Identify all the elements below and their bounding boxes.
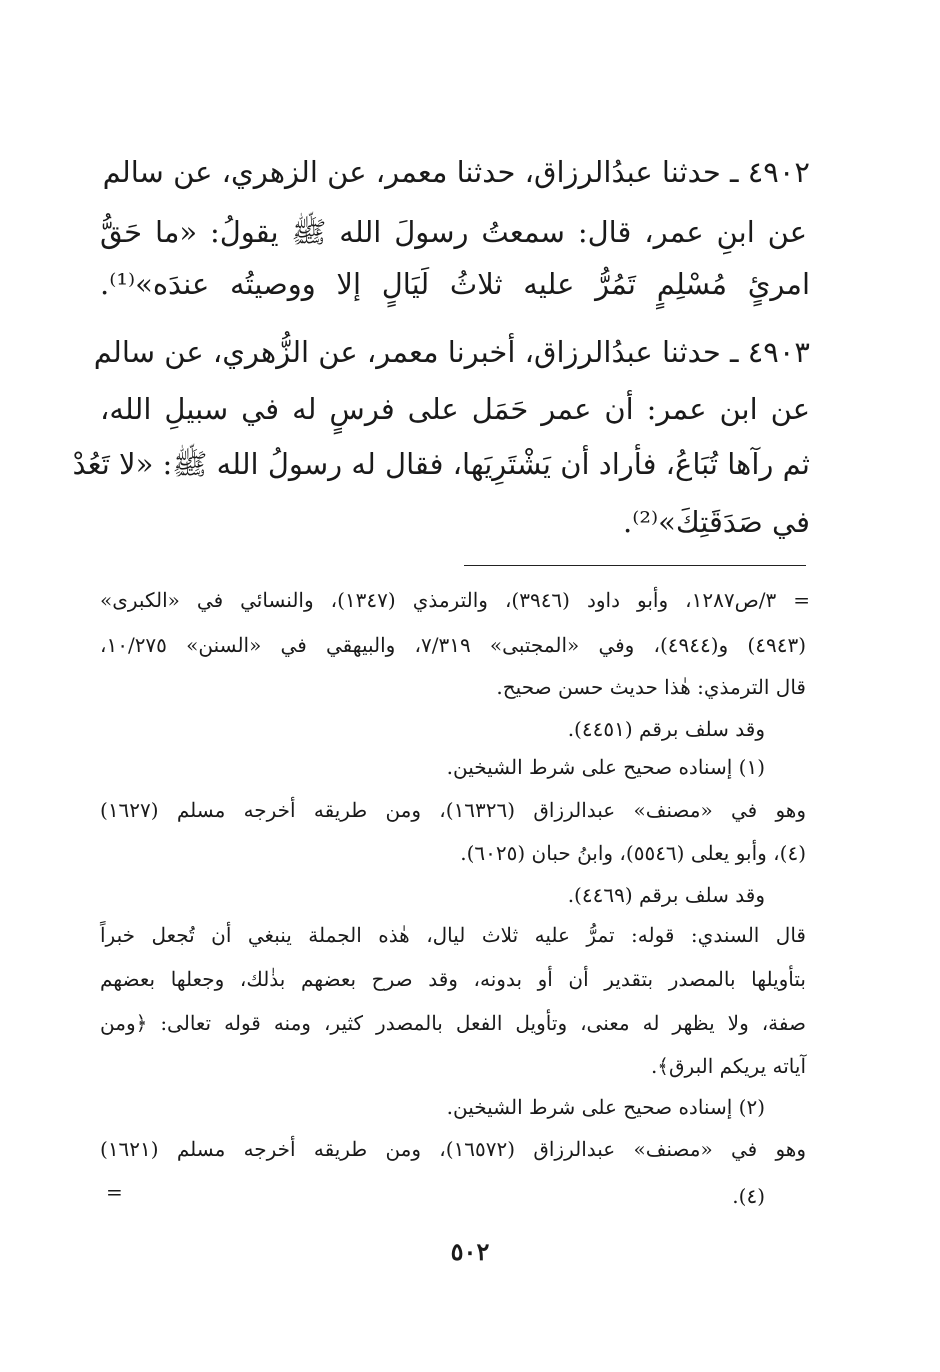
footnote-line: (١) إسناده صحيح على شرط الشيخين. <box>446 755 765 779</box>
footnote-line: = ٣/ص١٢٨٧، وأبو داود (٣٩٤٦)، والترمذي (١٣٤٧)، والنسائي في «الكبرى» <box>100 588 810 612</box>
main-text-line: ٤٩٠٢ ـ حدثنا عبدُالرزاق، حدثنا معمر، عن الزهري، عن سالم <box>102 155 810 189</box>
main-text-line: ثم رآها تُبَاعُ، فأراد أن يَشْتَرِيَها، فقال له رسولُ الله ﷺ: «لا تَعُدْ <box>72 447 810 481</box>
footnote-line: (٤). <box>732 1184 765 1208</box>
page-number: ٥٠٢ <box>450 1237 490 1266</box>
footnote-line: وهو في «مصنف» عبدالرزاق (١٦٣٢٦)، ومن طريقه أخرجه مسلم (١٦٢٧) <box>100 798 806 822</box>
footnote-separator <box>464 565 806 566</box>
main-text-line: في صَدَقَتِكَ»⁽²⁾. <box>622 505 810 539</box>
footnote-line: (٢) إسناده صحيح على شرط الشيخين. <box>446 1095 765 1119</box>
continuation-mark: = <box>106 1180 123 1204</box>
footnote-line: وقد سلف برقم (٤٤٦٩). <box>567 883 765 907</box>
footnote-line: (٤)، وأبو يعلى (٥٥٤٦)، وابنُ حبان (٦٠٢٥). <box>460 841 806 865</box>
footnote-line: (٤٩٤٣) و(٤٩٤٤)، وفي «المجتبى» ٧/٣١٩، والبيهقي في «السنن» ١٠/٢٧٥، <box>100 633 806 657</box>
footnote-line: صفة، ولا يظهر له معنى، وتأويل الفعل بالمصدر كثير، ومنه قوله تعالى: ﴿ومن <box>100 1011 806 1035</box>
footnote-line: قال السندي: قوله: تمرُّ عليه ثلاث ليال، هٰذه الجملة ينبغي أن تُجعل خبراً <box>100 923 806 947</box>
footnote-line: وهو في «مصنف» عبدالرزاق (١٦٥٧٢)، ومن طريقه أخرجه مسلم (١٦٢١) <box>100 1137 806 1161</box>
main-text-line: ٤٩٠٣ ـ حدثنا عبدُالرزاق، أخبرنا معمر، عن الزُّهري، عن سالم <box>93 335 810 369</box>
main-text-line: امرئٍ مُسْلِمٍ تَمُرُّ عليه ثلاثُ لَيَالٍ إلا ووصيتُه عندَه»⁽¹⁾. <box>100 267 810 301</box>
footnote-line: قال الترمذي: هٰذا حديث حسن صحيح. <box>496 675 806 699</box>
footnote-line: وقد سلف برقم (٤٤٥١). <box>567 717 765 741</box>
main-text-line: عن ابن عمر: أن عمر حَمَل على فرسٍ له في سبيلِ الله، <box>100 392 810 426</box>
footnote-line: آياته يريكم البرق﴾. <box>650 1054 806 1078</box>
main-text-line: عن ابنِ عمر، قال: سمعتُ رسولَ الله ﷺ يقولُ: «ما حَقُّ <box>100 215 807 249</box>
footnote-line: بتأويلها بالمصدر بتقدير أن أو بدونه، وقد صرح بعضهم بذٰلك، وجعلها بعضهم <box>100 967 806 991</box>
